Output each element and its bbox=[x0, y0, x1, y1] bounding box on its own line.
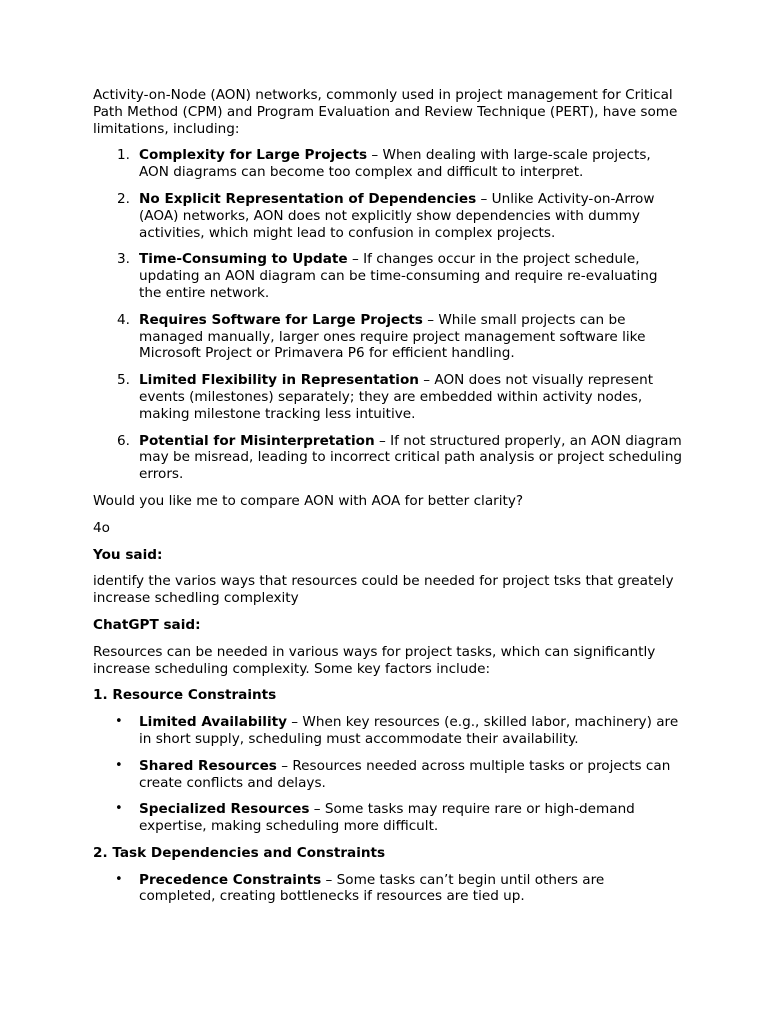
item-title: Requires Software for Large Projects bbox=[139, 311, 423, 328]
list-item bbox=[93, 714, 683, 748]
task-dependencies-list bbox=[93, 872, 683, 906]
item-text: – When dealing with large-scale projects, AON diagrams can become too complex and difficult to interpret. bbox=[139, 147, 651, 181]
limitations-list bbox=[93, 147, 683, 483]
list-item bbox=[93, 801, 683, 835]
item-text: – Unlike Activity-on-Arrow (AOA) networks, AON does not explicitly show dependencies with dummy activities, which might lead to confusion in complex projects. bbox=[139, 190, 655, 241]
list-item bbox=[93, 872, 683, 906]
bullet-icon: • bbox=[115, 801, 123, 817]
list-item bbox=[93, 147, 683, 181]
item-title: Time-Consuming to Update bbox=[139, 251, 348, 268]
resource-constraints-list bbox=[93, 714, 683, 835]
list-number: 6. bbox=[117, 432, 130, 449]
bullet-icon: • bbox=[115, 871, 123, 887]
user-said-label: You said: bbox=[93, 546, 163, 563]
item-text: – While small projects can be managed manually, larger ones require project management software like Microsoft Project or Primavera P6 for efficient handling. bbox=[139, 311, 646, 362]
list-number: 2. bbox=[117, 190, 130, 207]
item-title: Limited Flexibility in Representation bbox=[139, 372, 419, 389]
section-heading: 1. Resource Constraints bbox=[93, 687, 277, 704]
item-text: – Some tasks can’t begin until others are completed, creating bottlenecks if resources are tied up. bbox=[139, 871, 605, 905]
assistant-intro: Resources can be needed in various ways for project tasks, which can significantly increase scheduling complexity. Some key factors include: bbox=[93, 643, 656, 677]
item-title: Potential for Misinterpretation bbox=[139, 432, 375, 449]
list-number: 4. bbox=[117, 311, 130, 328]
section-heading: 2. Task Dependencies and Constraints bbox=[93, 844, 386, 861]
item-text: – If changes occur in the project schedule, updating an AON diagram can be time-consuming and require re-evaluating the entire network. bbox=[139, 251, 658, 301]
document-content bbox=[93, 87, 683, 915]
followup-question: Would you like me to compare AON with AOA for better clarity? bbox=[93, 492, 524, 509]
item-title: Precedence Constraints bbox=[139, 871, 322, 888]
user-message: identify the varios ways that resources could be needed for project tsks that greately increase schedling complexity bbox=[93, 573, 674, 607]
list-item bbox=[93, 251, 683, 301]
list-item bbox=[93, 433, 683, 483]
item-text: – Resources needed across multiple tasks or projects can create conflicts and delays. bbox=[139, 757, 671, 791]
list-item bbox=[93, 758, 683, 792]
item-text: – When key resources (e.g., skilled labor, machinery) are in short supply, scheduling must accommodate their availability. bbox=[139, 714, 679, 747]
item-title: Complexity for Large Projects bbox=[139, 147, 368, 164]
list-number: 1. bbox=[117, 147, 130, 164]
item-text: – If not structured properly, an AON diagram may be misread, leading to incorrect critical path analysis or project scheduling errors. bbox=[139, 432, 683, 483]
item-title: Specialized Resources bbox=[139, 801, 310, 818]
intro-paragraph: Activity-on-Node (AON) networks, commonly used in project management for Critical Path Method (CPM) and Program Evaluation and Review Technique (PERT), have some limitations, including: bbox=[93, 87, 678, 137]
list-item bbox=[93, 312, 683, 362]
list-number: 3. bbox=[117, 251, 130, 268]
model-label: 4o bbox=[93, 519, 110, 536]
bullet-icon: • bbox=[115, 714, 123, 730]
item-title: Limited Availability bbox=[139, 714, 287, 731]
assistant-said-label: ChatGPT said: bbox=[93, 616, 201, 633]
item-title: Shared Resources bbox=[139, 757, 277, 774]
bullet-icon: • bbox=[115, 757, 123, 773]
item-text: – AON does not visually represent events (milestones) separately; they are embedded within activity nodes, making milestone tracking less intuitive. bbox=[139, 372, 654, 422]
list-item bbox=[93, 191, 683, 241]
item-text: – Some tasks may require rare or high-demand expertise, making scheduling more difficult. bbox=[139, 801, 635, 835]
list-item bbox=[93, 372, 683, 422]
item-title: No Explicit Representation of Dependencies bbox=[139, 190, 477, 207]
list-number: 5. bbox=[117, 372, 130, 389]
